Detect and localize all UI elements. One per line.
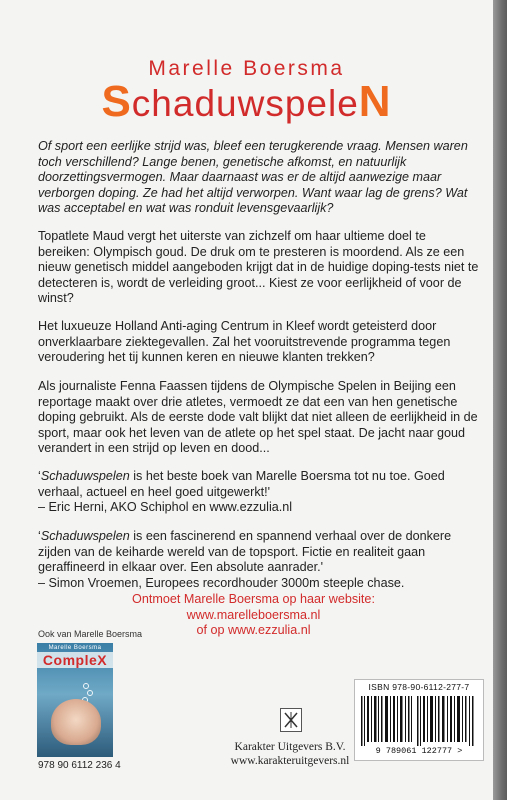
quote-mark: ‘ — [38, 529, 41, 543]
quote-book-title: Schaduwspelen — [40, 529, 130, 543]
thumb-author: Marelle Boersma — [48, 645, 102, 651]
swimmer-face-image — [51, 699, 101, 745]
publisher-logo-icon — [280, 708, 302, 732]
publisher-url: www.karakteruitgevers.nl — [230, 755, 350, 767]
other-book-isbn: 978 90 6112 236 4 — [38, 760, 121, 771]
page-edges — [493, 0, 507, 800]
author-website: www.marelleboersma.nl — [186, 607, 321, 622]
blurb-paragraph-1: Topatlete Maud vergt het uiterste van zichzelf om haar ultieme doel te bereiken: Olympisch goud. De druk om te presteren is moordend. Als ze een nieuw genetisch middel aangeboden krijgt dat in de huidige doping-tests niet te detecteren is, wordt de verleiding groot... Kiest ze voor eerlijkheid of voor de winst? — [38, 229, 479, 306]
also-by-label: Ook van Marelle Boersma — [38, 629, 143, 639]
other-book-cover — [37, 643, 113, 757]
quote-mark: ‘ — [38, 469, 41, 483]
intro-paragraph: Of sport een eerlijke strijd was, bleef een terugkerende vraag. Mensen waren toch verschillend? Lange benen, genetische afkomst, en natuurlijk doorzettingsvermogen. Maar daarnaast was er de altijd aanwezige maar verborgen doping. Ze had het altijd verworpen. Want waar lag de grens? Wat was acceptabel en wat was ronduit levensgevaarlijk? — [38, 139, 468, 216]
publisher-name: Karakter Uitgevers B.V. — [234, 741, 346, 753]
review-quote-1 — [38, 469, 480, 516]
barcode-bars-icon — [361, 696, 477, 746]
quote-text: is een fascinerend en spannend verhaal over de donkere zijden van de keiharde wereld van de topsport. Fictie en realiteit gaan geraffineerd in elkaar over. Een absolute aanrader.' — [38, 529, 452, 575]
thumb-title: CompleX — [37, 652, 113, 668]
quote-text: is het beste boek van Marelle Boersma tot nu toe. Goed verhaal, actueel en heel goed uitgewerkt!' — [38, 469, 445, 499]
isbn-label: ISBN 978-90-6112-277-7 — [368, 682, 470, 692]
title-last-letter: N — [358, 77, 392, 126]
quote-book-title: Schaduwspelen — [40, 469, 130, 483]
book-title — [0, 77, 493, 126]
author-name: Marelle Boersma — [148, 57, 345, 80]
blurb-paragraph-3: Als journaliste Fenna Faassen tijdens de Olympische Spelen in Beijing een reportage maakt over drie atletes, vermoedt ze dat een van hen genetische doping gebruikt. Als de eerste dode valt blijkt dat niet alleen de eerlijkheid in de sport, maar ook het leven van de atlete op het spel staat. De jacht naar goud verandert in een strijd op leven en dood... — [38, 379, 478, 456]
alt-website: of op www.ezzulia.nl — [196, 623, 311, 638]
title-first-letter: S — [101, 77, 132, 126]
barcode-digits: 9 789061 122777 > — [375, 746, 463, 756]
publisher-block — [200, 740, 380, 768]
quote-attribution: – Simon Vroemen, Europees recordhouder 3000m steeple chase. — [38, 575, 405, 590]
review-quote-2 — [38, 529, 480, 591]
promo-line: Ontmoet Marelle Boersma op haar website: — [132, 592, 375, 606]
blurb-paragraph-2: Het luxueuze Holland Anti-aging Centrum in Kleef wordt geteisterd door onverklaarbare ziektegevallen. Zal het vooruitstrevende programma tegen veroudering het tij kunnen keren en nieuwe klanten trekken? — [38, 319, 451, 365]
title-middle: chaduwspele — [131, 83, 359, 124]
barcode — [354, 679, 484, 761]
quote-attribution: – Eric Herni, AKO Schiphol en www.ezzulia.nl — [38, 500, 293, 515]
